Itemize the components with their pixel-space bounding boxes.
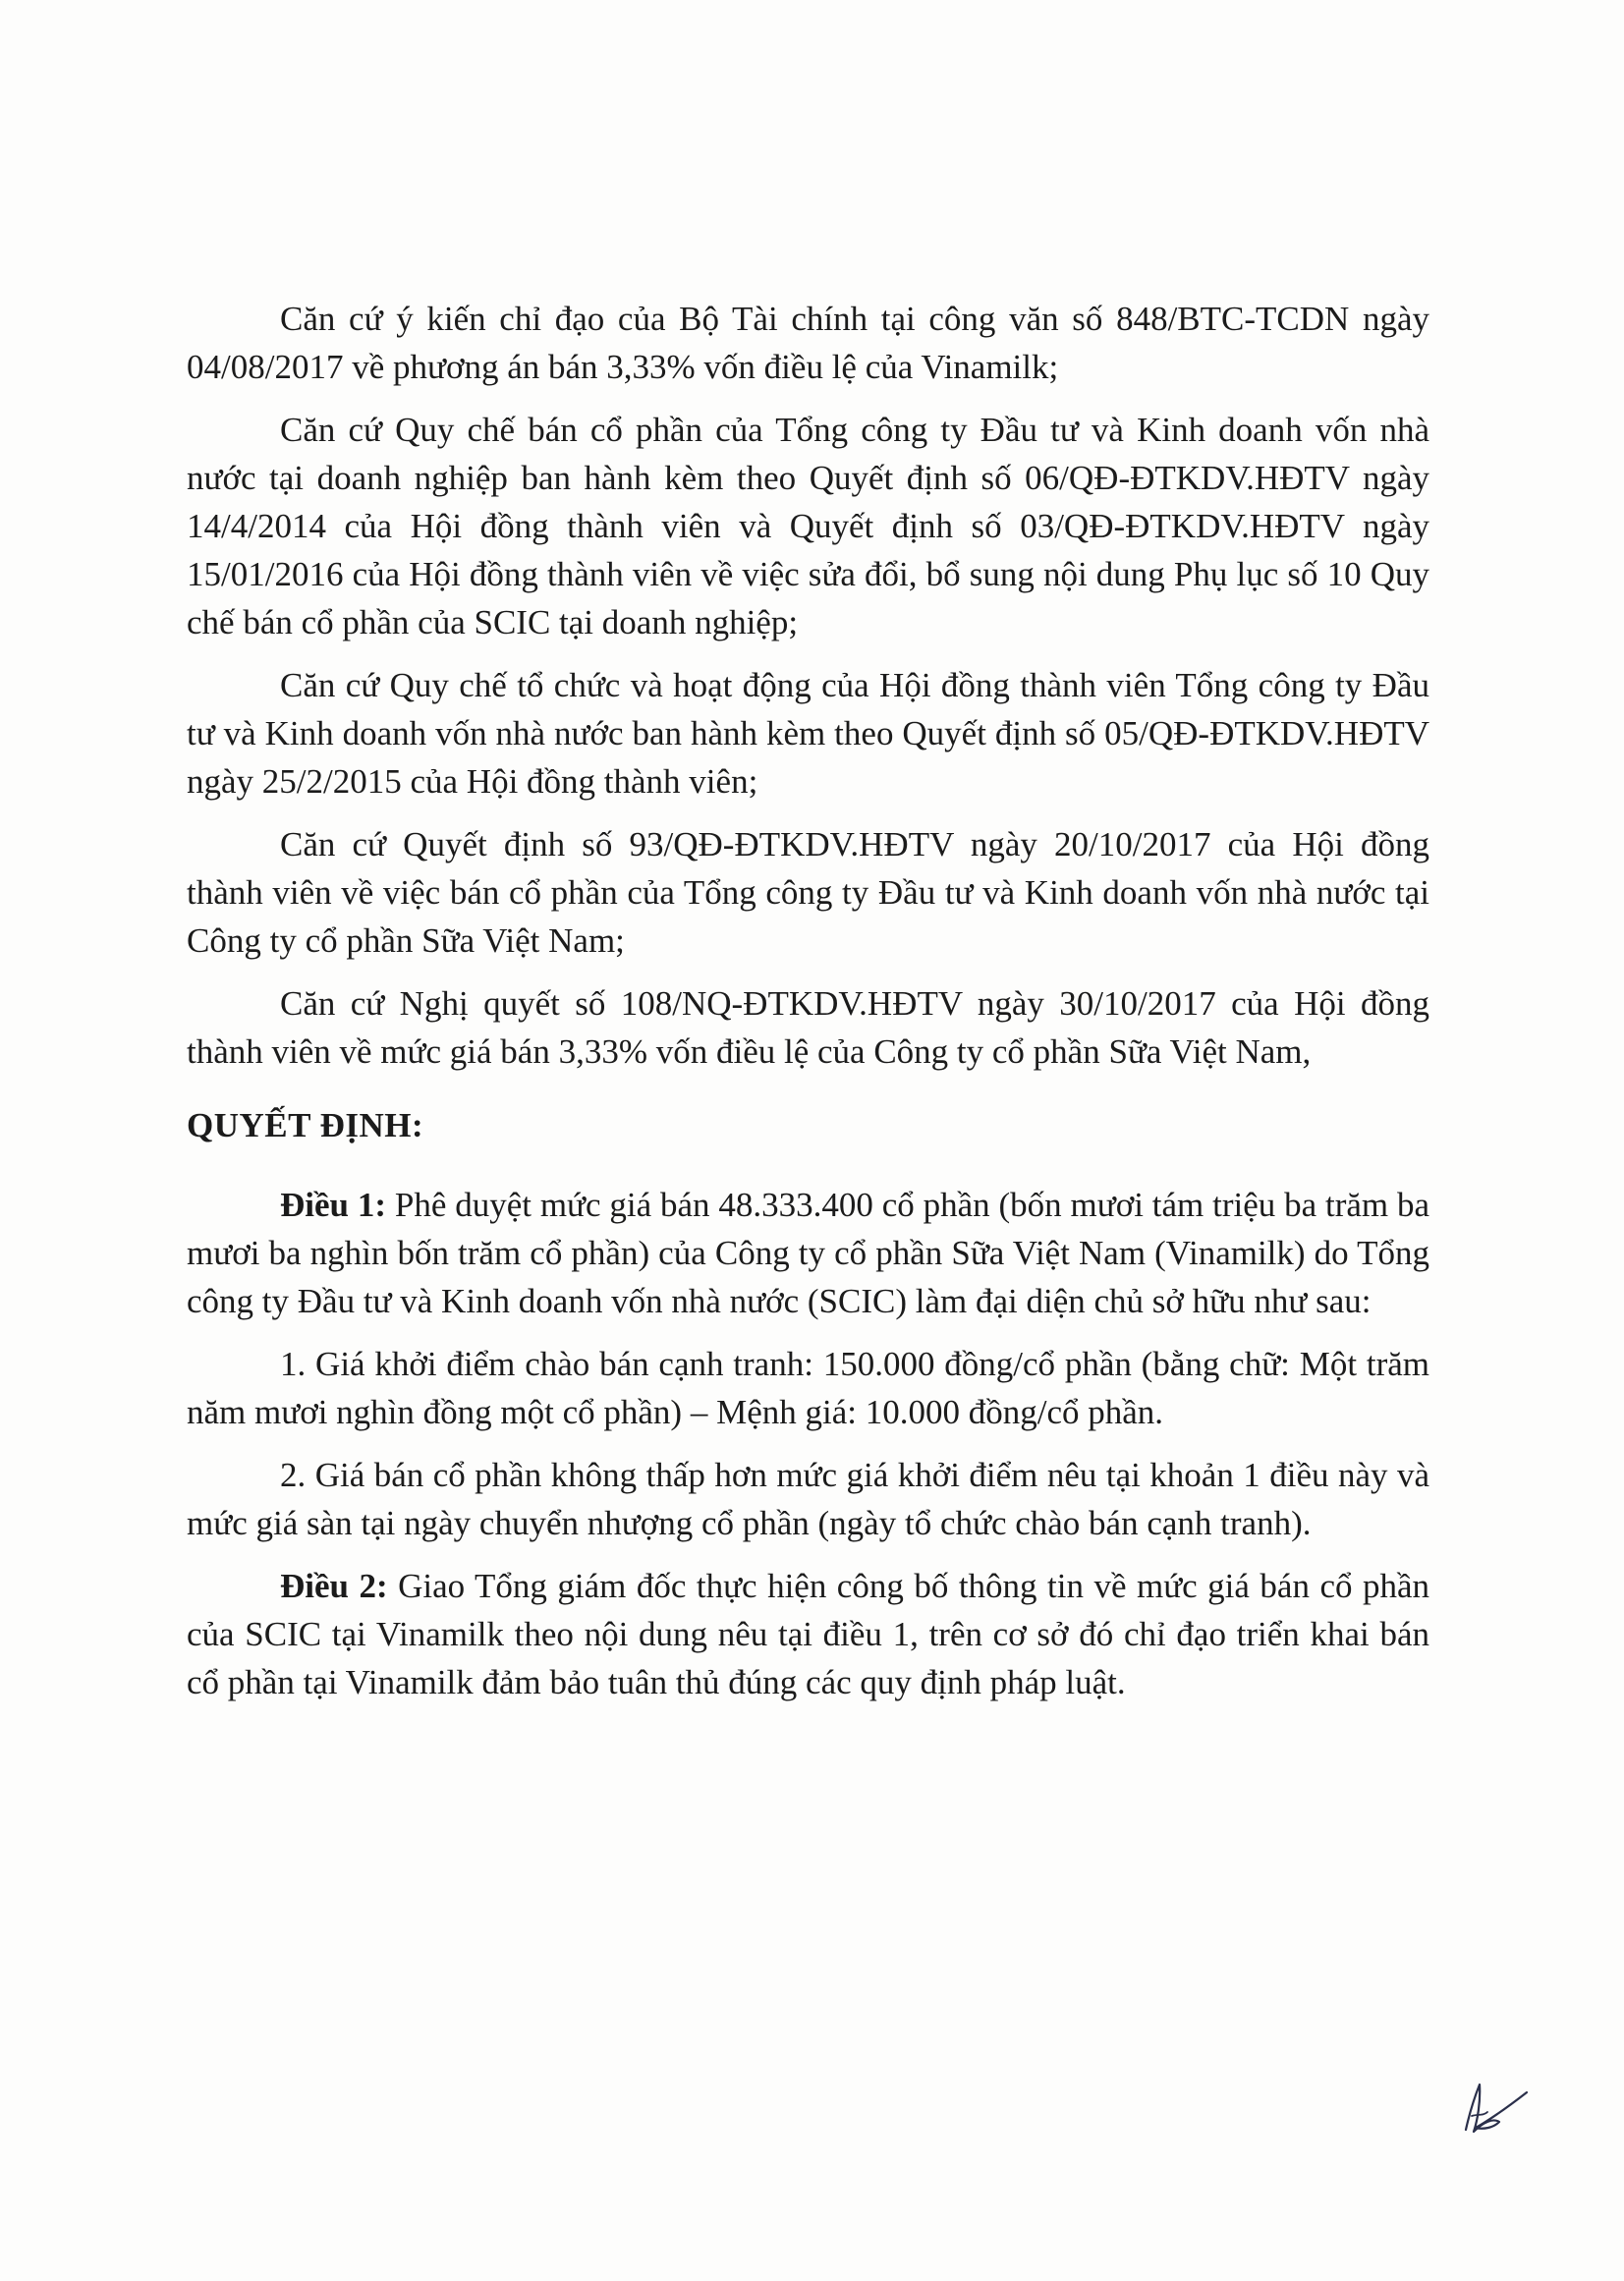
preamble-clause-2: Căn cứ Quy chế bán cổ phần của Tổng công ty Đầu tư và Kinh doanh vốn nhà nước tại doanh nghiệp ban hành kèm theo Quyết định số 06/QĐ-ĐTKDV.HĐTV ngày 14/4/2014 của Hội đồng thành viên và Quyết định số 03/QĐ-ĐTKDV.HĐTV ngày 15/01/2016 của Hội đồng thành viên về việc sửa đổi, bổ sung nội dung Phụ lục số 10 Quy chế bán cổ phần của SCIC tại doanh nghiệp;	[187, 411, 1429, 641]
article-1-item-1: 1. Giá khởi điểm chào bán cạnh tranh: 150.000 đồng/cổ phần (bằng chữ: Một trăm năm mươi nghìn đồng một cổ phần) – Mệnh giá: 10.000 đồng/cổ phần.	[187, 1345, 1429, 1431]
decision-heading: QUYẾT ĐỊNH:	[187, 1106, 424, 1144]
article-1-text: Phê duyệt mức giá bán 48.333.400 cổ phần (bốn mươi tám triệu ba trăm ba mươi ba nghìn bốn trăm cổ phần) của Công ty cổ phần Sữa Việt Nam (Vinamilk) do Tổng công ty Đầu tư và Kinh doanh vốn nhà nước (SCIC) làm đại diện chủ sở hữu như sau:	[187, 1186, 1430, 1320]
preamble-clause-3: Căn cứ Quy chế tổ chức và hoạt động của Hội đồng thành viên Tổng công ty Đầu tư và Kinh doanh vốn nhà nước ban hành kèm theo Quyết định số 05/QĐ-ĐTKDV.HĐTV ngày 25/2/2015 của Hội đồng thành viên;	[187, 666, 1429, 801]
preamble-clause-5: Căn cứ Nghị quyết số 108/NQ-ĐTKDV.HĐTV ngày 30/10/2017 của Hội đồng thành viên về mức giá bán 3,33% vốn điều lệ của Công ty cổ phần Sữa Việt Nam,	[187, 984, 1429, 1071]
preamble-clause-4: Căn cứ Quyết định số 93/QĐ-ĐTKDV.HĐTV ngày 20/10/2017 của Hội đồng thành viên về việc bán cổ phần của Tổng công ty Đầu tư và Kinh doanh vốn nhà nước tại Công ty cổ phần Sữa Việt Nam;	[187, 825, 1429, 960]
document-body	[187, 295, 1429, 1721]
initials-signature-icon	[1454, 2073, 1533, 2142]
article-2-label: Điều 2:	[280, 1567, 388, 1605]
article-1	[187, 1181, 1429, 1325]
article-1-item-2: 2. Giá bán cổ phần không thấp hơn mức giá khởi điểm nêu tại khoản 1 điều này và mức giá sàn tại ngày chuyển nhượng cổ phần (ngày tổ chức chào bán cạnh tranh).	[187, 1456, 1429, 1542]
article-2-text: Giao Tổng giám đốc thực hiện công bố thông tin về mức giá bán cổ phần của SCIC tại Vinamilk theo nội dung nêu tại điều 1, trên cơ sở đó chỉ đạo triển khai bán cổ phần tại Vinamilk đảm bảo tuân thủ đúng các quy định pháp luật.	[187, 1567, 1429, 1701]
preamble-clause-1: Căn cứ ý kiến chỉ đạo của Bộ Tài chính tại công văn số 848/BTC-TCDN ngày 04/08/2017 về phương án bán 3,33% vốn điều lệ của Vinamilk;	[187, 300, 1429, 386]
article-2	[187, 1562, 1429, 1706]
article-1-label: Điều 1:	[280, 1186, 387, 1224]
